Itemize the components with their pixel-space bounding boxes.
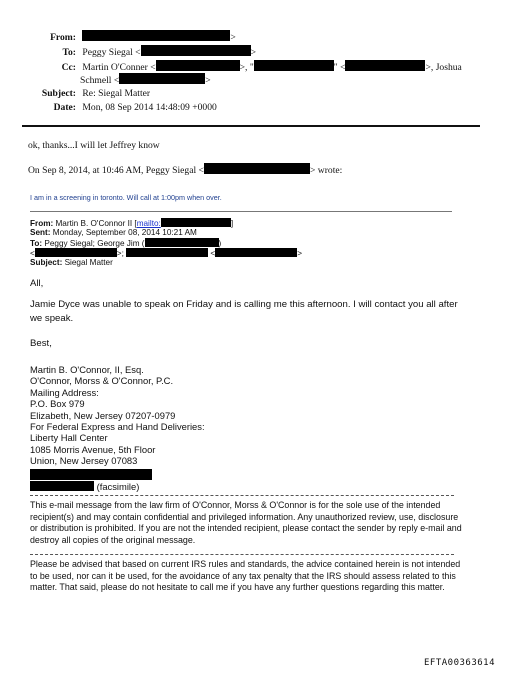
cc-sep: " < (333, 62, 346, 73)
cc-name-2: Schmell < (80, 75, 120, 86)
fwd-from-row (30, 218, 233, 228)
redaction (204, 163, 310, 174)
redaction (119, 73, 205, 84)
redaction (345, 60, 425, 71)
signature-line: 1085 Morris Avenue, 5th Floor (30, 443, 156, 455)
dashed-divider (30, 554, 454, 555)
redaction (30, 481, 94, 491)
redaction (82, 30, 230, 41)
fwd-subject-value: Siegal Matter (64, 258, 113, 267)
from-label: From: (50, 32, 76, 43)
cc-row-cont (80, 73, 211, 86)
cc-row (20, 60, 462, 73)
subject-row (20, 88, 150, 99)
fwd-to-label: To: (30, 239, 43, 248)
signature-line: Elizabeth, New Jersey 07207-0979 (30, 409, 176, 421)
dashed-divider (30, 495, 454, 496)
cc-mid: >; (116, 249, 124, 258)
redaction (161, 218, 234, 228)
redaction (126, 248, 208, 257)
cc-sep: >, " (239, 62, 254, 73)
redaction (145, 238, 219, 247)
date-value: Mon, 08 Sep 2014 14:48:09 +0000 (82, 102, 217, 113)
fwd-from-label: From: (30, 219, 54, 228)
quote-intro-text: On Sep 8, 2014, at 10:46 AM, Peggy Siegal < (28, 165, 204, 176)
subject-label: Subject: (41, 88, 76, 99)
signature-block (30, 364, 205, 467)
fwd-to-value: Peggy Siegal; George Jim ( (44, 239, 145, 248)
fwd-sent-label: Sent: (30, 228, 51, 237)
header-divider (22, 125, 480, 127)
bates-number: EFTA00363614 (424, 658, 496, 668)
cc-end-2: > (205, 75, 211, 86)
quote-wrote: > wrote: (309, 165, 343, 176)
facsimile-row (30, 481, 139, 492)
to-suffix: > (250, 47, 256, 58)
cc-end: >, Joshua (425, 62, 462, 73)
cc-label: Cc: (61, 62, 76, 73)
fwd-subject-row (30, 258, 113, 267)
redaction (35, 248, 117, 257)
fwd-sent-value: Monday, September 08, 2014 10:21 AM (52, 228, 197, 237)
cc-name: Martin O'Conner < (82, 62, 156, 73)
body-paragraph: Jamie Dyce was unable to speak on Friday and is calling me this afternoon. I will contact you all after we speak. (30, 299, 458, 324)
fwd-from-value: Martin B. O'Connor II [ (55, 219, 137, 228)
cc-gt: > (297, 249, 303, 258)
closing: Best, (30, 338, 52, 349)
signature-line: For Federal Express and Hand Deliveries: (30, 421, 205, 433)
redaction (215, 248, 297, 257)
facsimile-label: (facsimile) (96, 481, 140, 492)
fwd-subject-label: Subject: (30, 258, 63, 267)
signature-line: Martin B. O'Connor, II, Esq. (30, 364, 144, 375)
cc-lt-2: < (210, 249, 216, 258)
from-suffix: > (230, 32, 236, 43)
signature-line: Union, New Jersey 07083 (30, 455, 138, 467)
siegal-note: I am in a screening in toronto. Will call at 1:00pm when over. (30, 193, 222, 202)
to-row (20, 45, 256, 58)
signature-line: Liberty Hall Center (30, 432, 108, 444)
date-label: Date: (53, 102, 76, 113)
redaction (141, 45, 251, 56)
to-name: Peggy Siegal < (82, 47, 141, 58)
fwd-to-row (30, 238, 221, 248)
signature-line: P.O. Box 979 (30, 398, 85, 410)
from-row (20, 30, 236, 43)
redaction (254, 60, 334, 71)
irs-notice: Please be advised that based on current IRS rules and standards, the advice contained herein is not intended to be used, nor can it be used, for the avoidance of any tax penalty that the IRS should assess related to this matter. That said, please do not hesitate to call me if you have any further questions regarding this matter. (30, 559, 461, 593)
to-label: To: (62, 47, 76, 58)
cc-lt: < (30, 249, 35, 258)
quote-intro (28, 163, 342, 176)
confidentiality-notice: This e-mail message from the law firm of O'Connor, Morss & O'Connor is for the sole use of the intended recipient(s) and may contain confidential and privileged information. Any unauthorized review, use, disclosure or distribution is prohibited. If you are not the intended recipient, please contact the sender by reply e-mail and destroy all copies of the original message. (30, 500, 462, 545)
fwd-to-close: ) (218, 239, 222, 248)
reply-text: ok, thanks...I will let Jeffrey know (28, 140, 160, 151)
fwd-sent-row (30, 228, 197, 237)
forward-divider (30, 211, 452, 212)
mailto-link[interactable]: mailto: (136, 219, 161, 228)
redaction (30, 469, 152, 480)
fwd-from-close: ] (230, 219, 234, 228)
fwd-cc-row (30, 248, 302, 258)
signature-line: O'Connor, Morss & O'Connor, P.C. (30, 375, 174, 387)
greeting: All, (30, 278, 44, 289)
signature-line: Mailing Address: (30, 386, 99, 398)
redaction (156, 60, 240, 71)
date-row (20, 102, 217, 113)
subject-value: Re: Siegal Matter (82, 88, 151, 99)
